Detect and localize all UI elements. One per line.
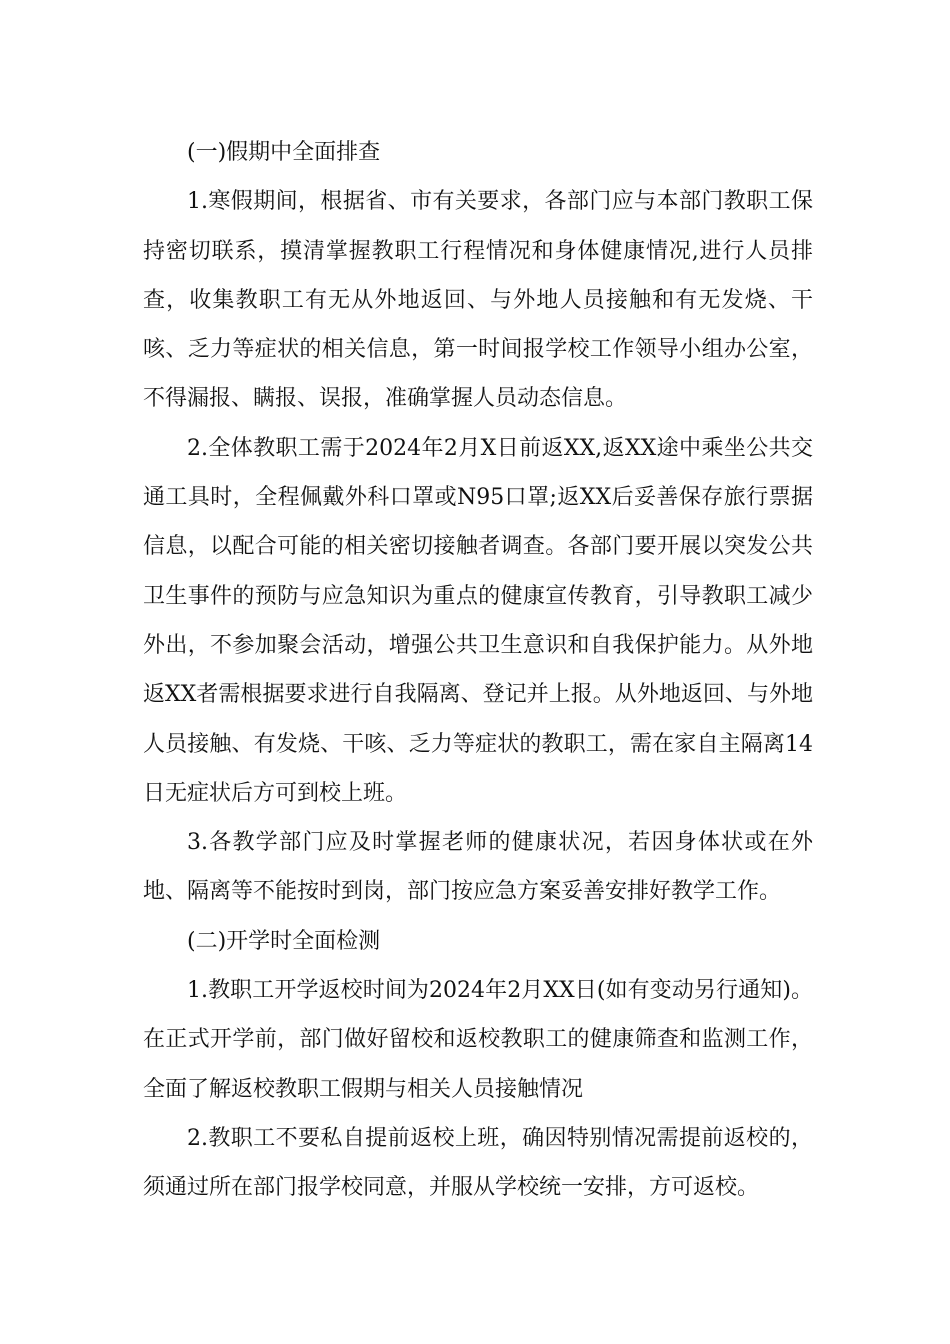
paragraph-1-3: 3.各教学部门应及时掌握老师的健康状况，若因身体状或在外地、隔离等不能按时到岗，部门按应急方案妥善安排好教学工作。 <box>143 830 813 905</box>
paragraph-2-2: 2.教职工不要私自提前返校上班，确因特别情况需提前返校的，须通过所在部门报学校同意，并服从学校统一安排，方可返校。 <box>143 1125 813 1201</box>
paragraph-2-1: 1.教职工开学返校时间为2024年2月XX日(如有变动另行通知)。在正式开学前，部门做好留校和返校教职工的健康筛查和监测工作，全面了解返校教职工假期与相关人员接触情况 <box>143 978 813 1102</box>
paragraph-1-2: 2.全体教职工需于2024年2月X日前返XX,返XX途中乘坐公共交通工具时，全程佩戴外科口罩或N95口罩;返XX后妥善保存旅行票据信息，以配合可能的相关密切接触者调查。各部门要开展以突发公共卫生事件的预防与应急知识为重点的健康宣传教育，引导教职工减少外出，不参加聚会活动，增强公共卫生意识和自我保护能力。从外地返XX者需根据要求进行自我隔离、登记并上报。从外地返回、与外地人员接触、有发烧、干咳、乏力等症状的教职工，需在家自主隔离14日无症状后方可到校上班。 <box>143 435 813 806</box>
section-heading-1: (一)假期中全面排查 <box>187 140 381 165</box>
section-heading-2: (二)开学时全面检测 <box>187 928 381 954</box>
paragraph-1-1: 1.寒假期间，根据省、市有关要求，各部门应与本部门教职工保持密切联系，摸清掌握教职工行程情况和身体健康情况,进行人员排查，收集教职工有无从外地返回、与外地人员接触和有无发烧、干咳、乏力等症状的相关信息，第一时间报学校工作领导小组办公室，不得漏报、瞒报、误报，准确掌握人员动态信息。 <box>143 189 813 412</box>
document-body <box>143 128 813 1213</box>
